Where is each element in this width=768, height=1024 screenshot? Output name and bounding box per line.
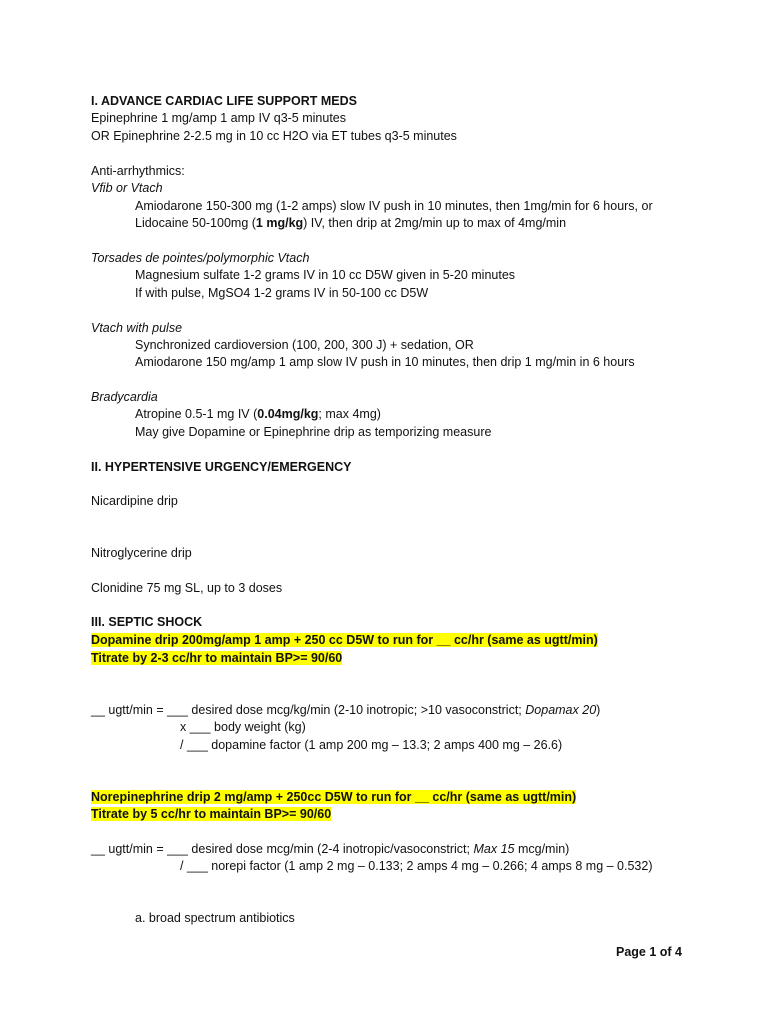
section-heading-septic-shock: III. SEPTIC SHOCK	[91, 615, 203, 629]
bradycardia-subheading: Bradycardia	[91, 390, 158, 404]
dopamine-weight-line: x ___ body weight (kg)	[180, 720, 306, 734]
dopamine-formula-line: __ ugtt/min = ___ desired dose mcg/kg/min (2-10 inotropic; >10 vasoconstrict; Dopamax 20)	[91, 703, 601, 717]
section-heading-hypertensive: II. HYPERTENSIVE URGENCY/EMERGENCY	[91, 460, 352, 474]
dopamine-drip-line: Dopamine drip 200mg/amp 1 amp + 250 cc D5W to run for __ cc/hr (same as ugtt/min)	[91, 633, 598, 647]
nicardipine-line: Nicardipine drip	[91, 494, 178, 508]
norepinephrine-drip-line: Norepinephrine drip 2 mg/amp + 250cc D5W to run for __ cc/hr (same as ugtt/min)	[91, 790, 577, 804]
cardioversion-line: Synchronized cardioversion (100, 200, 300 J) + sedation, OR	[135, 338, 474, 352]
epinephrine-line: Epinephrine 1 mg/amp 1 amp IV q3-5 minutes	[91, 111, 346, 125]
page-number: Page 1 of 4	[616, 945, 682, 959]
amiodarone-pulse-line: Amiodarone 150 mg/amp 1 amp slow IV push in 10 minutes, then drip 1 mg/min in 6 hours	[135, 355, 635, 369]
norepinephrine-titrate-line: Titrate by 5 cc/hr to maintain BP>= 90/60	[91, 807, 332, 821]
atropine-line: Atropine 0.5-1 mg IV (0.04mg/kg; max 4mg)	[135, 407, 381, 421]
section-heading-acls: I. ADVANCE CARDIAC LIFE SUPPORT MEDS	[91, 94, 357, 108]
antibiotics-line: a. broad spectrum antibiotics	[135, 911, 295, 925]
lidocaine-line: Lidocaine 50-100mg (1 mg/kg) IV, then drip at 2mg/min up to max of 4mg/min	[135, 216, 567, 230]
norepinephrine-factor-line: / ___ norepi factor (1 amp 2 mg – 0.133; 2 amps 4 mg – 0.266; 4 amps 8 mg – 0.532)	[180, 859, 653, 873]
clonidine-line: Clonidine 75 mg SL, up to 3 doses	[91, 581, 283, 595]
dopamine-titrate-line: Titrate by 2-3 cc/hr to maintain BP>= 90/60	[91, 651, 343, 665]
vtach-pulse-subheading: Vtach with pulse	[91, 321, 183, 335]
mgso4-line: If with pulse, MgSO4 1-2 grams IV in 50-100 cc D5W	[135, 286, 429, 300]
magnesium-line: Magnesium sulfate 1-2 grams IV in 10 cc D5W given in 5-20 minutes	[135, 268, 516, 282]
norepinephrine-formula-line: __ ugtt/min = ___ desired dose mcg/min (2-4 inotropic/vasoconstrict; Max 15 mcg/min)	[91, 842, 570, 856]
anti-arrhythmics-heading: Anti-arrhythmics:	[91, 164, 185, 178]
nitroglycerine-line: Nitroglycerine drip	[91, 546, 192, 560]
dopamine-epi-line: May give Dopamine or Epinephrine drip as temporizing measure	[135, 425, 492, 439]
amiodarone-line: Amiodarone 150-300 mg (1-2 amps) slow IV push in 10 minutes, then 1mg/min for 6 hours, or	[135, 199, 653, 213]
epinephrine-et-line: OR Epinephrine 2-2.5 mg in 10 cc H2O via ET tubes q3-5 minutes	[91, 129, 457, 143]
torsades-subheading: Torsades de pointes/polymorphic Vtach	[91, 251, 310, 265]
dopamine-factor-line: / ___ dopamine factor (1 amp 200 mg – 13.3; 2 amps 400 mg – 26.6)	[180, 738, 563, 752]
vfib-subheading: Vfib or Vtach	[91, 181, 163, 195]
